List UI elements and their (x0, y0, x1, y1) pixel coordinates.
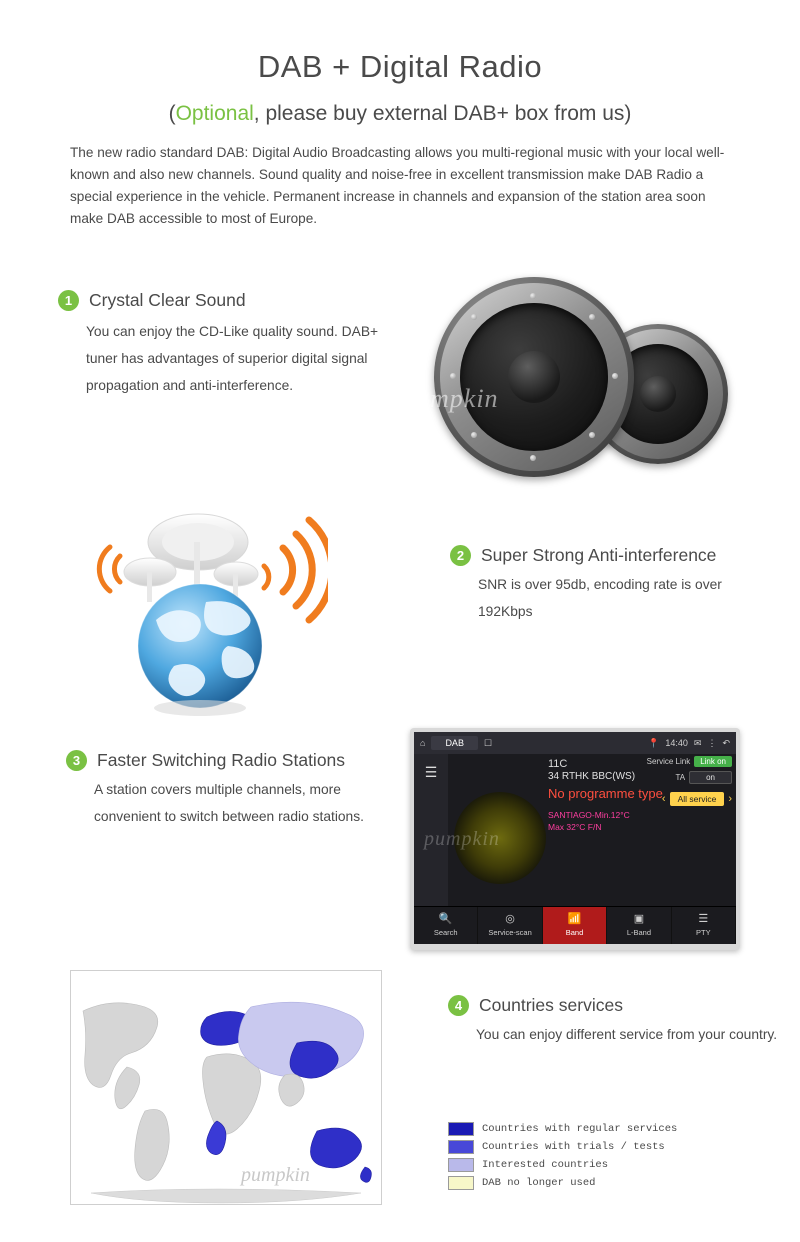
speaker-screw (471, 314, 477, 320)
section-4-badge: 4 (448, 995, 469, 1016)
car-radio-device (410, 728, 740, 950)
radio-button-lband-label: L-Band (626, 928, 652, 937)
watermark-text: pumpkin (241, 1164, 310, 1186)
search-icon: 🔍 (438, 913, 453, 925)
radio-toolbar (414, 906, 736, 944)
legend-item (448, 1122, 748, 1136)
ta-label: TA (675, 773, 686, 782)
radio-main-area (448, 754, 736, 906)
speaker-screw (530, 455, 536, 461)
watermark: pumpkin (402, 384, 499, 413)
radio-programme-type: No programme type (548, 786, 663, 801)
radio-button-search-label: Search (433, 928, 458, 937)
next-service-button[interactable]: › (728, 793, 732, 805)
section-countries-services (448, 995, 778, 1049)
speaker-screw (471, 432, 477, 438)
ta-toggle[interactable]: on (689, 771, 732, 784)
radio-meta-line1: SANTIAGO-Min.12°C (548, 809, 630, 820)
overflow-menu-icon[interactable]: ⋮ (707, 737, 717, 748)
radio-status-bar (414, 732, 736, 754)
globe-antenna-illustration (78, 470, 328, 720)
map-legend (448, 1122, 748, 1194)
dab-tab[interactable]: DAB (431, 736, 478, 750)
watermark: pumpkin (424, 828, 500, 850)
subtitle-rest: , please buy external DAB+ box from us) (253, 102, 632, 126)
section-faster-switching (66, 750, 396, 831)
ta-row (612, 771, 732, 784)
legend-item (448, 1140, 748, 1154)
screen-icon[interactable]: ☐ (483, 737, 493, 748)
radio-button-search[interactable] (414, 907, 478, 944)
legend-swatch (448, 1140, 474, 1154)
radio-button-service-scan-label: Service-scan (488, 928, 532, 937)
radio-channel: 11C (548, 758, 568, 770)
legend-label: Countries with regular services (482, 1123, 678, 1135)
section-4-header (448, 995, 778, 1016)
intro-paragraph: The new radio standard DAB: Digital Audio Broadcasting allows you multi-regional music with your local well-known and also new channels. Sound quality and noise-free in excellent transmission make DAB Radio a special experience in the vehicle. Permanent increase in channels and expansion of the station area soon make DAB accessible to most of Europe. (70, 145, 725, 227)
legend-swatch (448, 1158, 474, 1172)
speaker-screw (612, 373, 618, 379)
legend-swatch (448, 1122, 474, 1136)
scan-icon: ◎ (505, 913, 515, 925)
radio-visualizer (454, 792, 546, 884)
world-map (70, 970, 382, 1205)
section-3-header (66, 750, 396, 771)
speaker-screw (589, 432, 595, 438)
legend-swatch (448, 1176, 474, 1190)
speaker-screw (450, 373, 456, 379)
page-subtitle (0, 102, 800, 126)
speaker-screw (589, 314, 595, 320)
radio-button-band-label: Band (565, 928, 584, 937)
radio-side-rail (414, 754, 448, 906)
section-1-body: You can enjoy the CD-Like quality sound. DAB+ tuner has advantages of superior digital signal propagation and anti-interference. (86, 324, 379, 393)
lband-icon: ▣ (633, 913, 645, 925)
radio-button-pty-label: PTY (696, 928, 711, 937)
section-1-title: Crystal Clear Sound (89, 290, 246, 310)
section-1-header (58, 290, 398, 311)
small-speaker-dome (640, 376, 676, 412)
service-link-toggle[interactable]: Link on (694, 756, 732, 767)
home-icon[interactable]: ⌂ (420, 738, 426, 748)
legend-item (448, 1158, 748, 1172)
globe-antenna-svg (78, 470, 328, 720)
subtitle-highlight: Optional (175, 102, 254, 126)
section-3-badge: 3 (66, 750, 87, 771)
list-icon[interactable]: ☰ (424, 764, 438, 780)
radio-station-name: 34 RTHK BBC(WS) (548, 771, 636, 782)
large-speaker-graphic (434, 277, 634, 477)
legend-label: Interested countries (482, 1159, 609, 1171)
radio-body (414, 754, 736, 906)
legend-label: Countries with trials / tests (482, 1141, 665, 1153)
radio-button-band[interactable] (543, 907, 607, 944)
world-map-svg (71, 971, 381, 1204)
speakers-illustration (402, 272, 730, 487)
legend-item (448, 1176, 748, 1190)
subtitle-open-paren: ( (168, 102, 176, 126)
section-4-title: Countries services (479, 995, 623, 1015)
radio-meta-line2: Max 32°C F/N (548, 822, 602, 833)
section-1-badge: 1 (58, 290, 79, 311)
large-speaker-dome (508, 351, 560, 403)
section-3-body: A station covers multiple channels, more convenient to switch between radio stations. (94, 782, 364, 824)
section-2-badge: 2 (450, 545, 471, 566)
mail-icon[interactable]: ✉ (693, 737, 702, 748)
legend-label: DAB no longer used (482, 1177, 596, 1189)
radio-button-service-scan[interactable] (478, 907, 542, 944)
section-crystal-clear-sound (58, 290, 398, 400)
service-link-row (612, 756, 732, 767)
status-time: 14:40 (665, 738, 688, 748)
radio-button-pty[interactable] (672, 907, 736, 944)
section-2-title: Super Strong Anti-interference (481, 545, 717, 565)
radio-settings-panel (612, 756, 732, 810)
prev-service-button[interactable]: ‹ (661, 793, 666, 805)
location-pin-icon: 📍 (648, 737, 660, 748)
section-3-title: Faster Switching Radio Stations (97, 750, 346, 770)
back-arrow-icon[interactable]: ↶ (722, 737, 730, 748)
page-title: DAB + Digital Radio (257, 49, 543, 84)
band-icon: 📶 (567, 913, 582, 925)
service-selector[interactable]: All service (670, 792, 725, 806)
service-link-label: Service Link (646, 757, 691, 766)
section-2-header (450, 545, 780, 566)
section-4-body: You can enjoy different service from your country. (476, 1027, 778, 1042)
pty-icon: ☰ (698, 913, 709, 925)
section-anti-interference (450, 545, 780, 626)
radio-screen[interactable] (414, 732, 736, 944)
radio-button-lband[interactable] (607, 907, 671, 944)
service-selector-row (612, 792, 732, 806)
section-2-body: SNR is over 95db, encoding rate is over 192Kbps (478, 577, 722, 619)
speaker-screw (530, 293, 536, 299)
